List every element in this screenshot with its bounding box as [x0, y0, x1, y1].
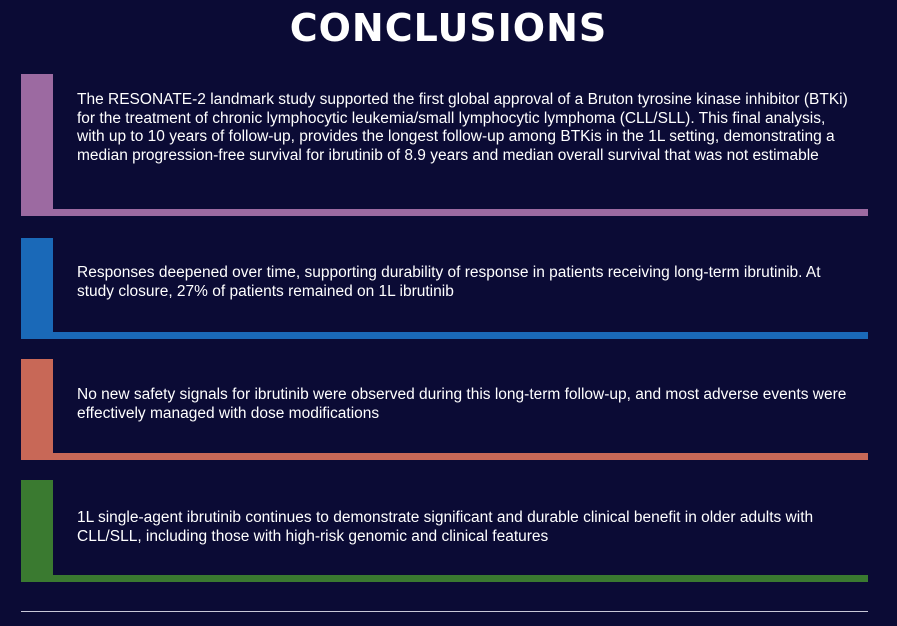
conclusion-text: No new safety signals for ibrutinib were observed during this long-term follow-up, and most adverse events were effectively managed with dose modifications	[77, 386, 847, 422]
conclusion-card-4	[21, 480, 868, 582]
accent-underline	[21, 453, 868, 460]
conclusion-text: The RESONATE-2 landmark study supported the first global approval of a Bruton tyrosine kinase inhibitor (BTKi) for the treatment of chronic lymphocytic leukemia/small lymphocytic lymphoma (CLL/SLL). This final analysis, with up to 10 years of follow-up, provides the longest follow-up among BTKis in the 1L setting, demonstrating a median progression-free survival for ibrutinib of 8.9 years and median overall survival that was not estimable	[77, 91, 848, 164]
conclusion-text: 1L single-agent ibrutinib continues to demonstrate significant and durable clinical benefit in older adults with CLL/SLL, including those with high-risk genomic and clinical features	[77, 509, 814, 545]
conclusion-card-1	[21, 74, 868, 216]
conclusion-text: Responses deepened over time, supporting durability of response in patients receiving long-term ibrutinib. At study closure, 27% of patients remained on 1L ibrutinib	[77, 264, 821, 300]
accent-bar	[21, 74, 53, 216]
footer-divider	[21, 611, 868, 612]
conclusion-card-2	[21, 238, 868, 339]
accent-underline	[21, 575, 868, 582]
conclusion-card-3	[21, 359, 868, 460]
page-title: CONCLUSIONS	[289, 6, 608, 50]
accent-underline	[21, 332, 868, 339]
accent-bar	[21, 359, 53, 460]
accent-bar	[21, 480, 53, 582]
accent-bar	[21, 238, 53, 339]
accent-underline	[21, 209, 868, 216]
